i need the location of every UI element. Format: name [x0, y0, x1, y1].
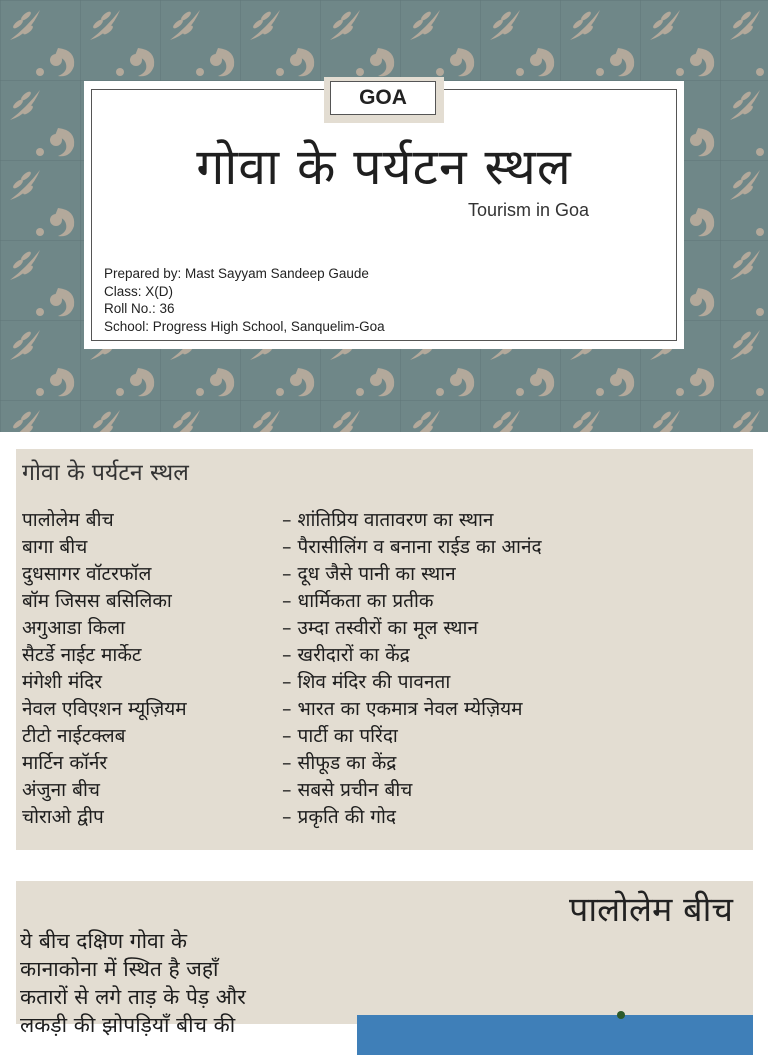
place-description: – पैरासीलिंग व बनाना राईड का आनंद	[282, 536, 542, 558]
author-info	[104, 265, 385, 335]
list-item	[22, 642, 747, 669]
list-slide	[16, 449, 753, 850]
place-description: – दूध जैसे पानी का स्थान	[282, 563, 456, 585]
list-item	[22, 534, 747, 561]
place-name: नेवल एविएशन म्यूज़ियम	[22, 698, 187, 720]
place-name: चोराओ द्वीप	[22, 806, 104, 828]
place-name: टीटो नाईटक्लब	[22, 725, 126, 747]
place-description: – धार्मिकता का प्रतीक	[282, 590, 434, 612]
class-info: Class: X(D)	[104, 283, 174, 299]
palolem-body	[20, 927, 350, 1039]
place-description: – प्रकृति की गोद	[282, 806, 396, 828]
place-description: – शांतिप्रिय वातावरण का स्थान	[282, 509, 494, 531]
places-list	[22, 507, 747, 831]
palolem-heading: पालोलेम बीच	[569, 890, 733, 930]
place-name: सैटर्डे नाईट मार्केट	[22, 644, 142, 666]
list-item	[22, 696, 747, 723]
tag-label: GOA	[330, 81, 436, 115]
body-line: कतारों से लगे ताड़ के पेड़ और	[20, 985, 246, 1009]
list-item	[22, 669, 747, 696]
place-name: अगुआडा किला	[22, 617, 126, 639]
palm-tree-icon	[617, 1011, 625, 1019]
place-description: – खरीदारों का केंद्र	[282, 644, 410, 666]
place-name: मार्टिन कॉर्नर	[22, 752, 108, 774]
list-item	[22, 804, 747, 831]
list-item	[22, 588, 747, 615]
place-description: – सीफूड का केंद्र	[282, 752, 397, 774]
list-item	[22, 507, 747, 534]
body-line: लकड़ी की झोपड़ियाँ बीच की	[20, 1013, 236, 1037]
main-title: गोवा के पर्यटन स्थल	[196, 138, 572, 196]
beach-photo	[357, 1015, 753, 1055]
place-name: दुधसागर वॉटरफॉल	[22, 563, 152, 585]
palolem-slide	[16, 881, 753, 1037]
place-description: – पार्टी का परिंदा	[282, 725, 398, 747]
place-name: बागा बीच	[22, 536, 88, 558]
list-item	[22, 750, 747, 777]
list-item	[22, 777, 747, 804]
school-info: School: Progress High School, Sanquelim-Goa	[104, 318, 385, 334]
title-card	[84, 81, 684, 349]
place-name: अंजुना बीच	[22, 779, 100, 801]
roll-number: Roll No.: 36	[104, 301, 175, 316]
place-name: बॉम जिसस बसिलिका	[22, 590, 172, 612]
prepared-by: Prepared by: Mast Sayyam Sandeep Gaude	[104, 266, 369, 281]
title-slide	[0, 0, 768, 432]
tag-badge	[324, 77, 444, 123]
place-description: – भारत का एकमात्र नेवल म्येज़ियम	[282, 698, 523, 720]
place-description: – सबसे प्रचीन बीच	[282, 779, 413, 801]
place-name: पालोलेम बीच	[22, 509, 114, 531]
subtitle: Tourism in Goa	[468, 200, 590, 220]
body-line: ये बीच दक्षिण गोवा के	[20, 929, 187, 953]
list-item	[22, 615, 747, 642]
place-description: – उम्दा तस्वीरों का मूल स्थान	[282, 617, 479, 639]
place-name: मंगेशी मंदिर	[22, 671, 103, 693]
body-line: कानाकोना में स्थित है जहाँ	[20, 957, 219, 981]
place-description: – शिव मंदिर की पावनता	[282, 671, 451, 693]
list-item	[22, 723, 747, 750]
list-slide-heading: गोवा के पर्यटन स्थल	[22, 460, 189, 486]
list-item	[22, 561, 747, 588]
